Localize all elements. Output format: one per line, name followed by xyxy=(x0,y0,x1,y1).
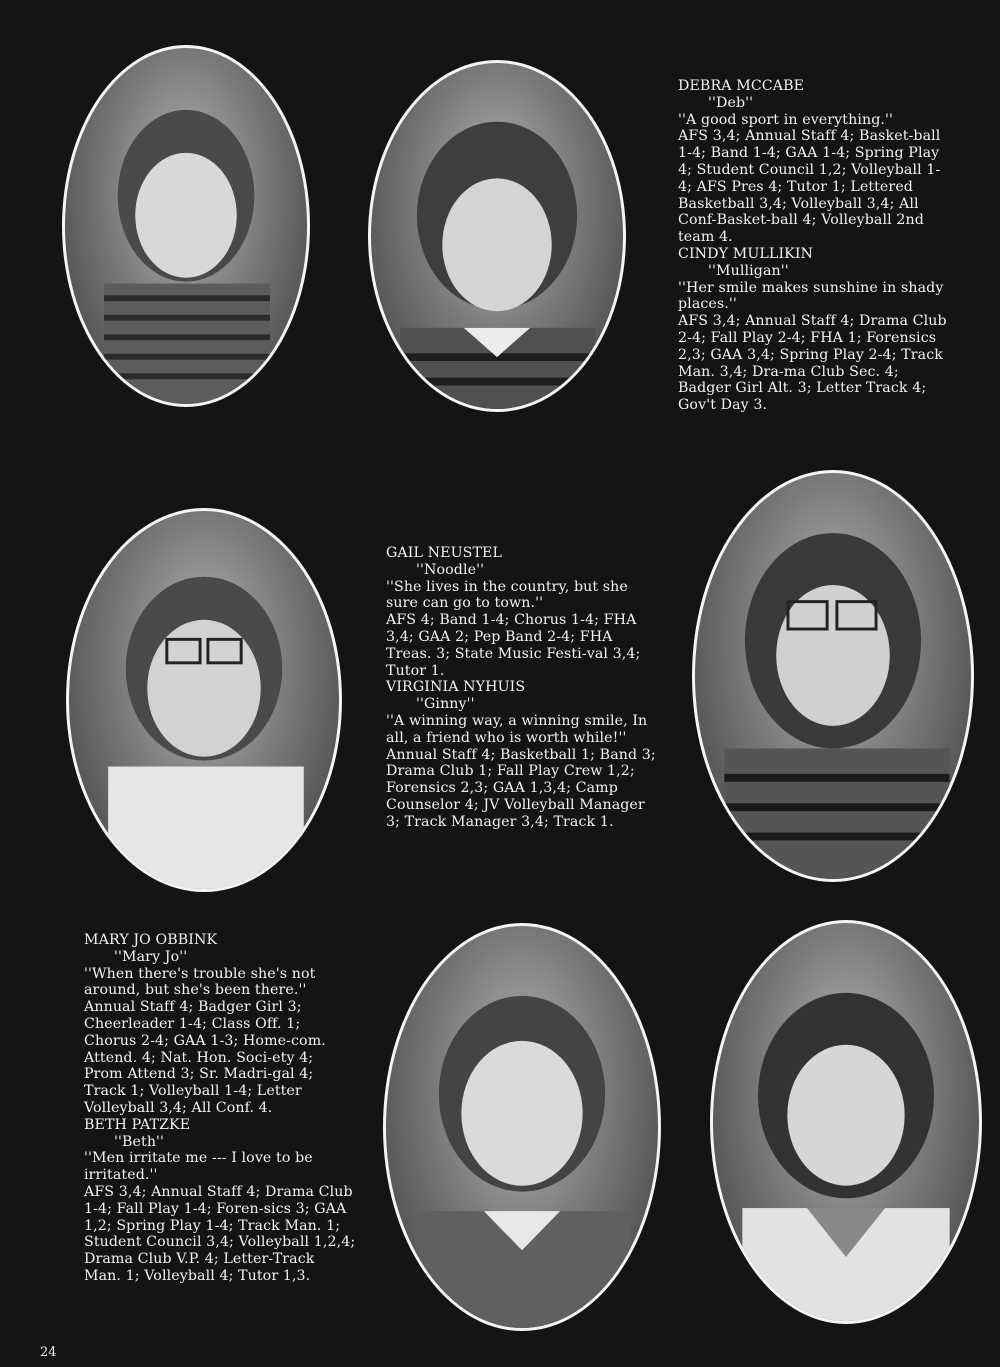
student-entry xyxy=(678,246,950,414)
student-nickname: ''Mary Jo'' xyxy=(114,948,188,965)
student-quote: ''When there's trouble she's not around, but she's been there.'' xyxy=(84,965,316,999)
portrait-figure xyxy=(386,926,658,1328)
student-nickname: ''Mulligan'' xyxy=(708,262,789,279)
student-entry xyxy=(386,679,658,830)
student-name: MARY JO OBBINK xyxy=(84,932,218,948)
bio-column-middle xyxy=(386,545,658,831)
portrait-photo xyxy=(692,470,974,882)
student-quote: ''A good sport in everything.'' xyxy=(678,111,894,128)
student-entry xyxy=(84,1117,356,1285)
student-activities: AFS 3,4; Annual Staff 4; Drama Club 2-4; Fall Play 2-4; FHA 1; Forensics 2,3; GAA 3,4; Spring Play 2-4; Track Man. 3,4; Dra-ma Club Sec. 4; Badger Girl Alt. 3; Letter Track 4; Gov't Day 3. xyxy=(678,313,947,414)
student-nickname: ''Beth'' xyxy=(114,1133,165,1150)
student-activities: AFS 3,4; Annual Staff 4; Basket-ball 1-4; Band 1-4; GAA 1-4; Spring Play 4; Student Council 1,2; Volleyball 1-4; AFS Pres 4; Tutor 1; Lettered Basketball 3,4; Volleyball 3,4; All Conf-Basket-ball 4; Volleyball 2nd team 4. xyxy=(678,128,941,246)
portrait-figure xyxy=(371,63,623,409)
portrait-photo xyxy=(368,60,626,412)
student-activities: AFS 3,4; Annual Staff 4; Drama Club 1-4; Fall Play 1-4; Foren-sics 3; GAA 1,2; Spring Play 1-4; Track Man. 1; Student Council 3,4; Volleyball 1,2,4; Drama Club V.P. 4; Letter-Track Man. 1; Volleyball 4; Tutor 1,3. xyxy=(84,1183,356,1284)
student-name: CINDY MULLIKIN xyxy=(678,245,814,262)
portrait-photo xyxy=(710,920,982,1324)
student-nickname: ''Noodle'' xyxy=(416,561,485,578)
student-activities: AFS 4; Band 1-4; Chorus 1-4; FHA 3,4; GAA 2; Pep Band 2-4; FHA Treas. 3; State Music Festi-val 3,4; Tutor 1. xyxy=(386,612,641,679)
bio-column-top-right xyxy=(678,78,950,414)
page-number: 24 xyxy=(40,1345,57,1360)
portrait-figure xyxy=(713,923,979,1321)
student-name: DEBRA MCCABE xyxy=(678,78,805,94)
portrait-figure xyxy=(65,48,307,404)
portrait-photo xyxy=(66,508,342,892)
student-quote: ''A winning way, a winning smile, In all, a friend who is worth while!'' xyxy=(386,712,648,746)
student-entry xyxy=(678,78,950,246)
student-entry xyxy=(84,932,356,1117)
student-nickname: ''Deb'' xyxy=(708,94,754,111)
portrait-figure xyxy=(69,511,339,889)
student-activities: Annual Staff 4; Badger Girl 3; Cheerleader 1-4; Class Off. 1; Chorus 2-4; GAA 1-3; Home-com. Attend. 4; Nat. Hon. Soci-ety 4; Prom Attend 3; Sr. Madri-gal 4; Track 1; Volleyball 1-4; Letter Volleyball 3,4; All Conf. 4. xyxy=(84,999,326,1116)
portrait-figure xyxy=(695,473,971,879)
student-name: VIRGINIA NYHUIS xyxy=(386,679,526,696)
portrait-photo xyxy=(383,923,661,1331)
student-name: BETH PATZKE xyxy=(84,1116,191,1133)
student-activities: Annual Staff 4; Basketball 1; Band 3; Drama Club 1; Fall Play Crew 1,2; Forensics 2,3; GAA 1,3,4; Camp Counselor 4; JV Volleyball Manager 3; Track Manager 3,4; Track 1. xyxy=(386,746,656,830)
portrait-photo xyxy=(62,45,310,407)
student-nickname: ''Ginny'' xyxy=(416,696,475,713)
student-quote: ''Her smile makes sunshine in shady places.'' xyxy=(678,279,944,313)
student-entry xyxy=(386,545,658,679)
student-name: GAIL NEUSTEL xyxy=(386,545,503,561)
bio-column-bottom-left xyxy=(84,932,356,1285)
student-quote: ''She lives in the country, but she sure can go to town.'' xyxy=(386,578,628,612)
student-quote: ''Men irritate me --- I love to be irritated.'' xyxy=(84,1150,313,1184)
